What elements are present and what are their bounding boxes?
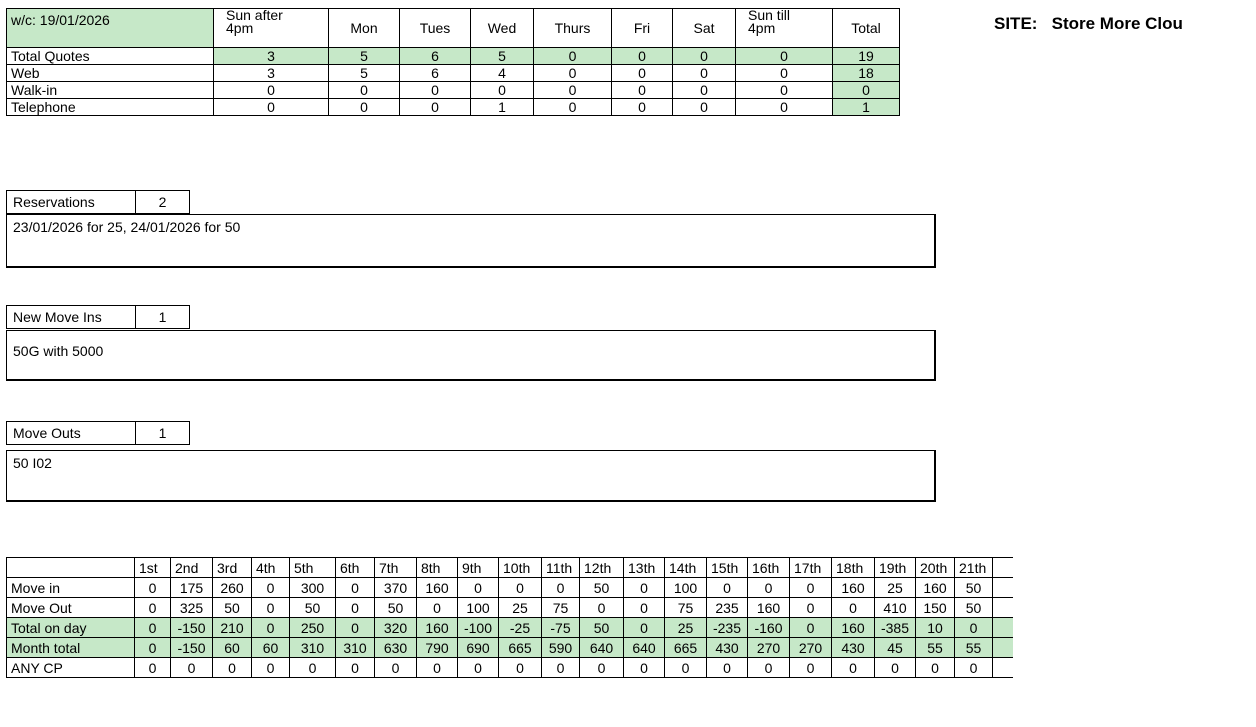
weekly-row — [7, 65, 900, 82]
monthly-cell: 0 — [252, 658, 290, 678]
monthly-cell: 630 — [375, 638, 417, 658]
monthly-cell: -25 — [499, 618, 542, 638]
move-outs-header — [6, 421, 190, 445]
monthly-cell: 300 — [290, 578, 336, 598]
weekly-cell: 1 — [471, 99, 534, 116]
weekly-row-label: Telephone — [7, 99, 214, 116]
monthly-overflow-cell — [993, 618, 1014, 638]
monthly-cell: 0 — [707, 578, 748, 598]
weekly-cell: 0 — [736, 65, 833, 82]
weekly-total-cell: 19 — [833, 48, 900, 65]
monthly-day-header: 19th — [875, 558, 916, 578]
monthly-day-header: 15th — [707, 558, 748, 578]
monthly-row-label: Move Out — [7, 598, 135, 618]
monthly-cell: 0 — [580, 658, 624, 678]
monthly-row — [7, 638, 1014, 658]
reservations-label: Reservations — [7, 191, 136, 213]
monthly-cell: 160 — [832, 578, 875, 598]
monthly-cell: 0 — [252, 618, 290, 638]
monthly-cell: 270 — [748, 638, 790, 658]
monthly-cell: 0 — [790, 618, 832, 638]
monthly-day-header: 6th — [336, 558, 375, 578]
weekly-cell: 5 — [471, 48, 534, 65]
weekly-total-cell: 0 — [833, 82, 900, 99]
move-ins-header — [6, 305, 190, 329]
site-title — [994, 14, 1183, 34]
monthly-movement-table — [6, 557, 1013, 678]
monthly-day-header: 12th — [580, 558, 624, 578]
monthly-cell: 50 — [213, 598, 252, 618]
monthly-day-header: 5th — [290, 558, 336, 578]
monthly-cell: 0 — [916, 658, 955, 678]
weekly-cell: 5 — [329, 65, 400, 82]
monthly-cell: 0 — [458, 658, 499, 678]
monthly-row-label: Month total — [7, 638, 135, 658]
monthly-cell: 320 — [375, 618, 417, 638]
monthly-cell: 0 — [875, 658, 916, 678]
weekly-cell: 0 — [673, 82, 736, 99]
move-outs-count: 1 — [158, 425, 167, 441]
weekly-cell: 0 — [612, 65, 673, 82]
weekly-cell: 6 — [400, 48, 471, 65]
monthly-cell: 160 — [748, 598, 790, 618]
monthly-row — [7, 598, 1014, 618]
monthly-row — [7, 618, 1014, 638]
monthly-header-row — [7, 558, 1014, 578]
monthly-day-header: 17th — [790, 558, 832, 578]
monthly-cell: 0 — [790, 658, 832, 678]
monthly-cell: 0 — [135, 658, 171, 678]
monthly-cell: 25 — [875, 578, 916, 598]
monthly-cell: 50 — [290, 598, 336, 618]
weekly-row — [7, 99, 900, 116]
monthly-cell: 0 — [624, 618, 665, 638]
monthly-overflow-cell — [993, 598, 1014, 618]
monthly-cell: 430 — [832, 638, 875, 658]
monthly-cell: 160 — [417, 618, 458, 638]
weekly-cell: 0 — [673, 99, 736, 116]
monthly-cell: 100 — [665, 578, 707, 598]
monthly-cell: 0 — [336, 578, 375, 598]
week-commencing-label: w/c: 19/01/2026 — [7, 9, 214, 48]
monthly-cell: -385 — [875, 618, 916, 638]
monthly-cell: 50 — [375, 598, 417, 618]
monthly-cell: 250 — [290, 618, 336, 638]
monthly-cell: 370 — [375, 578, 417, 598]
monthly-day-header: 8th — [417, 558, 458, 578]
monthly-cell: 0 — [580, 598, 624, 618]
monthly-cell: 0 — [832, 658, 875, 678]
weekly-cell: 0 — [612, 82, 673, 99]
monthly-cell: 0 — [790, 578, 832, 598]
monthly-cell: 0 — [135, 638, 171, 658]
reservations-header — [6, 190, 190, 214]
monthly-day-header: 13th — [624, 558, 665, 578]
monthly-cell: 260 — [213, 578, 252, 598]
monthly-cell: -160 — [748, 618, 790, 638]
monthly-cell: 325 — [171, 598, 213, 618]
monthly-cell: 790 — [417, 638, 458, 658]
monthly-row-label: ANY CP — [7, 658, 135, 678]
weekly-row-label: Web — [7, 65, 214, 82]
monthly-cell: 160 — [417, 578, 458, 598]
monthly-row-label: Total on day — [7, 618, 135, 638]
monthly-cell: 50 — [955, 578, 993, 598]
monthly-cell: 50 — [955, 598, 993, 618]
monthly-cell: 0 — [624, 578, 665, 598]
monthly-cell: 310 — [290, 638, 336, 658]
move-outs-label: Move Outs — [7, 422, 136, 444]
monthly-overflow-cell — [993, 638, 1014, 658]
monthly-cell: 0 — [665, 658, 707, 678]
weekly-cell: 0 — [673, 65, 736, 82]
monthly-cell: 0 — [135, 598, 171, 618]
monthly-cell: 0 — [542, 578, 580, 598]
weekly-cell: 0 — [736, 82, 833, 99]
monthly-cell: 430 — [707, 638, 748, 658]
weekly-column-header: Sun after 4pm — [214, 9, 329, 48]
monthly-cell: 0 — [417, 598, 458, 618]
monthly-cell: 25 — [665, 618, 707, 638]
monthly-cell: 45 — [875, 638, 916, 658]
move-ins-note: 50G with 5000 — [6, 330, 936, 381]
monthly-cell: 235 — [707, 598, 748, 618]
weekly-header-row — [7, 9, 900, 48]
move-outs-note: 50 I02 — [6, 450, 936, 502]
monthly-cell: 0 — [135, 578, 171, 598]
weekly-column-header: Total — [833, 9, 900, 48]
monthly-cell: 175 — [171, 578, 213, 598]
reservations-count: 2 — [158, 194, 167, 210]
weekly-cell: 0 — [736, 48, 833, 65]
monthly-cell: 0 — [135, 618, 171, 638]
monthly-day-header: 4th — [252, 558, 290, 578]
monthly-cell: 160 — [916, 578, 955, 598]
monthly-cell: 0 — [955, 618, 993, 638]
monthly-cell: 150 — [916, 598, 955, 618]
monthly-cell: -150 — [171, 618, 213, 638]
monthly-cell: 0 — [252, 578, 290, 598]
monthly-cell: 0 — [499, 578, 542, 598]
monthly-cell: -150 — [171, 638, 213, 658]
weekly-column-header: Wed — [471, 9, 534, 48]
monthly-day-header: 21th — [955, 558, 993, 578]
monthly-overflow-cell — [993, 658, 1014, 678]
weekly-row — [7, 48, 900, 65]
monthly-cell: 0 — [748, 578, 790, 598]
monthly-cell: 590 — [542, 638, 580, 658]
monthly-cell: 0 — [375, 658, 417, 678]
monthly-cell: 0 — [790, 598, 832, 618]
monthly-cell: 100 — [458, 598, 499, 618]
weekly-cell: 0 — [214, 82, 329, 99]
monthly-cell: 210 — [213, 618, 252, 638]
site-name: Store More Clou — [1051, 14, 1183, 33]
weekly-cell: 0 — [400, 82, 471, 99]
weekly-cell: 0 — [534, 48, 612, 65]
monthly-day-header: 7th — [375, 558, 417, 578]
monthly-cell: 0 — [458, 578, 499, 598]
site-label: SITE: — [994, 14, 1038, 33]
weekly-cell: 0 — [534, 65, 612, 82]
monthly-cell: 50 — [580, 578, 624, 598]
monthly-cell: 0 — [955, 658, 993, 678]
weekly-cell: 0 — [214, 99, 329, 116]
monthly-cell: 0 — [252, 598, 290, 618]
move-ins-count: 1 — [158, 309, 167, 325]
monthly-cell: -75 — [542, 618, 580, 638]
weekly-cell: 0 — [329, 82, 400, 99]
monthly-overflow-cell — [993, 578, 1014, 598]
monthly-cell: 0 — [171, 658, 213, 678]
monthly-cell: 75 — [665, 598, 707, 618]
weekly-cell: 6 — [400, 65, 471, 82]
monthly-cell: 410 — [875, 598, 916, 618]
weekly-cell: 0 — [534, 82, 612, 99]
monthly-cell: 55 — [916, 638, 955, 658]
weekly-cell: 0 — [534, 99, 612, 116]
weekly-row — [7, 82, 900, 99]
monthly-day-header: 10th — [499, 558, 542, 578]
monthly-cell: 0 — [707, 658, 748, 678]
weekly-row-label: Total Quotes — [7, 48, 214, 65]
weekly-cell: 0 — [471, 82, 534, 99]
monthly-day-header: 1st — [135, 558, 171, 578]
weekly-cell: 0 — [612, 48, 673, 65]
monthly-cell: 0 — [542, 658, 580, 678]
monthly-cell: 665 — [499, 638, 542, 658]
weekly-cell: 0 — [612, 99, 673, 116]
weekly-cell: 0 — [736, 99, 833, 116]
weekly-column-header: Tues — [400, 9, 471, 48]
weekly-cell: 4 — [471, 65, 534, 82]
weekly-quotes-table — [6, 8, 900, 116]
weekly-cell: 0 — [400, 99, 471, 116]
monthly-row — [7, 658, 1014, 678]
weekly-total-cell: 18 — [833, 65, 900, 82]
monthly-day-header: 11th — [542, 558, 580, 578]
weekly-cell: 3 — [214, 48, 329, 65]
monthly-day-header: 14th — [665, 558, 707, 578]
monthly-cell: -100 — [458, 618, 499, 638]
monthly-cell: 0 — [417, 658, 458, 678]
reservations-note: 23/01/2026 for 25, 24/01/2026 for 50 — [6, 214, 936, 268]
monthly-cell: 60 — [213, 638, 252, 658]
monthly-day-header: 3rd — [213, 558, 252, 578]
monthly-day-header: 9th — [458, 558, 499, 578]
monthly-cell: 270 — [790, 638, 832, 658]
monthly-cell: 640 — [580, 638, 624, 658]
weekly-row-label: Walk-in — [7, 82, 214, 99]
monthly-cell: 310 — [336, 638, 375, 658]
monthly-overflow-cell — [993, 558, 1014, 578]
monthly-cell: 160 — [832, 618, 875, 638]
move-ins-label: New Move Ins — [7, 306, 136, 328]
monthly-cell: 0 — [748, 658, 790, 678]
monthly-cell: 50 — [580, 618, 624, 638]
monthly-cell: 0 — [290, 658, 336, 678]
monthly-corner-cell — [7, 558, 135, 578]
monthly-row — [7, 578, 1014, 598]
weekly-cell: 0 — [673, 48, 736, 65]
weekly-column-header: Thurs — [534, 9, 612, 48]
weekly-total-cell: 1 — [833, 99, 900, 116]
monthly-cell: 55 — [955, 638, 993, 658]
monthly-cell: 10 — [916, 618, 955, 638]
monthly-cell: 0 — [624, 598, 665, 618]
weekly-column-header: Sun till 4pm — [736, 9, 833, 48]
monthly-cell: 0 — [499, 658, 542, 678]
monthly-cell: 75 — [542, 598, 580, 618]
monthly-cell: 25 — [499, 598, 542, 618]
monthly-day-header: 20th — [916, 558, 955, 578]
monthly-cell: 665 — [665, 638, 707, 658]
monthly-cell: -235 — [707, 618, 748, 638]
monthly-row-label: Move in — [7, 578, 135, 598]
weekly-cell: 3 — [214, 65, 329, 82]
weekly-column-header: Mon — [329, 9, 400, 48]
monthly-cell: 60 — [252, 638, 290, 658]
monthly-cell: 0 — [624, 658, 665, 678]
monthly-cell: 690 — [458, 638, 499, 658]
monthly-cell: 640 — [624, 638, 665, 658]
weekly-cell: 5 — [329, 48, 400, 65]
weekly-column-header: Sat — [673, 9, 736, 48]
monthly-cell: 0 — [336, 598, 375, 618]
monthly-day-header: 2nd — [171, 558, 213, 578]
weekly-cell: 0 — [329, 99, 400, 116]
monthly-cell: 0 — [213, 658, 252, 678]
monthly-cell: 0 — [336, 658, 375, 678]
monthly-day-header: 16th — [748, 558, 790, 578]
weekly-column-header: Fri — [612, 9, 673, 48]
monthly-day-header: 18th — [832, 558, 875, 578]
monthly-cell: 0 — [336, 618, 375, 638]
monthly-cell: 0 — [832, 598, 875, 618]
